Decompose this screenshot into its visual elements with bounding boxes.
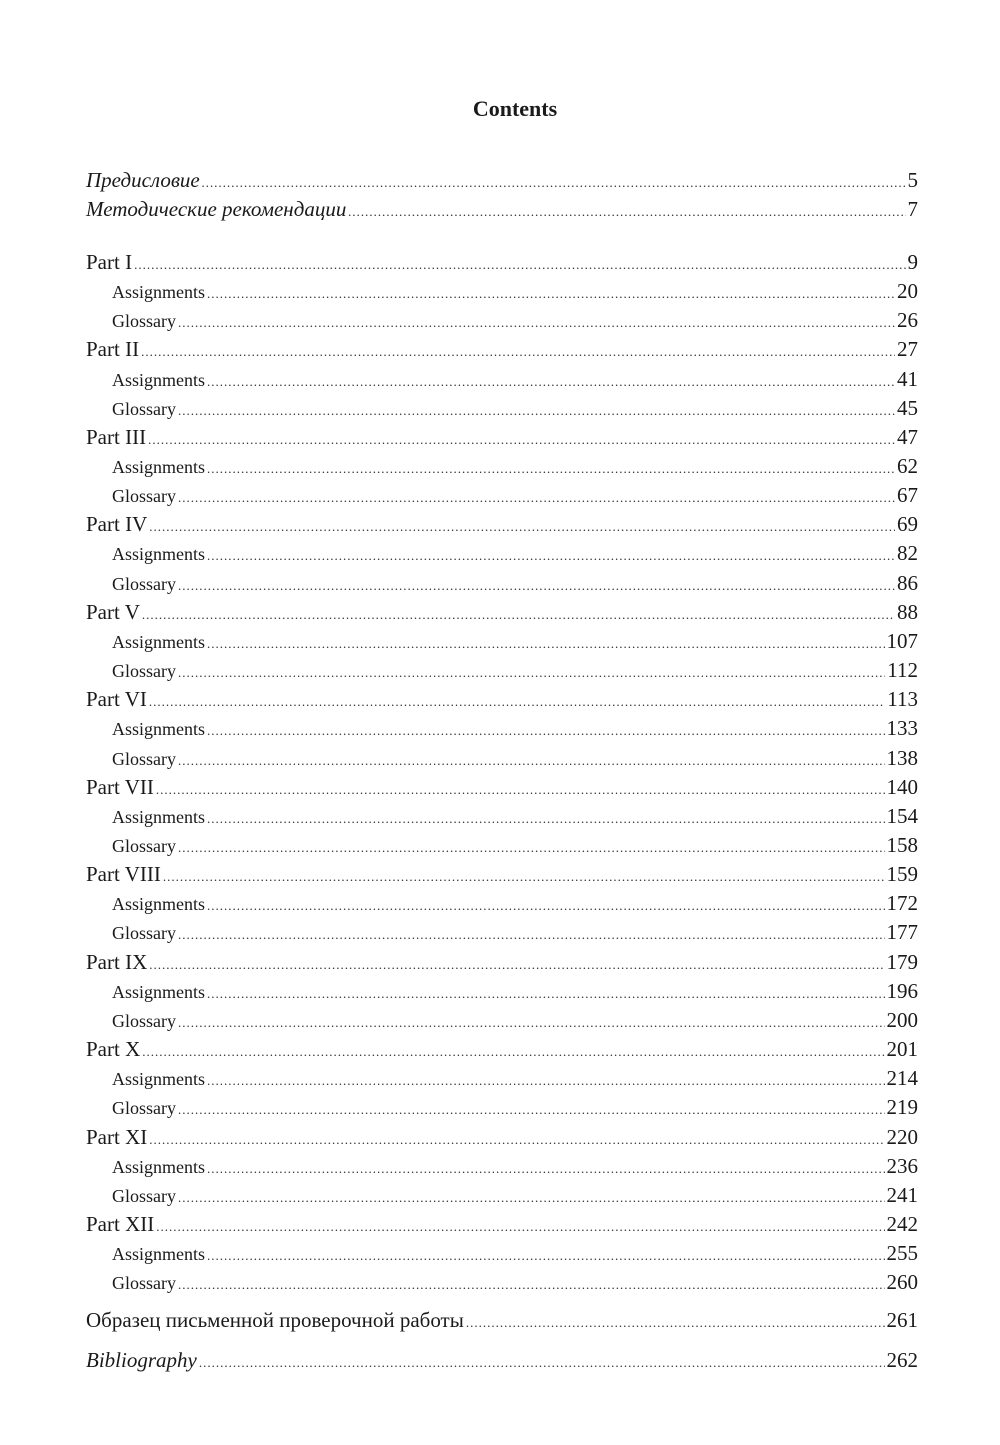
- toc-entry-label: Assignments: [112, 894, 206, 914]
- toc-entry-label: Part III: [86, 425, 147, 449]
- toc-page-number: 112: [887, 658, 918, 682]
- toc-page-number: 47: [897, 425, 918, 449]
- toc-entry-label: Glossary: [112, 749, 176, 769]
- toc-entry-label: Bibliography: [86, 1348, 197, 1372]
- toc-entry-label: Glossary: [112, 1273, 176, 1293]
- toc-entry-glossary[interactable]: [86, 833, 918, 858]
- dot-leader: [178, 315, 895, 331]
- dot-leader: [134, 257, 905, 273]
- toc-entry-label: Предисловие: [86, 168, 200, 192]
- toc-page-number: 262: [886, 1348, 918, 1372]
- dot-leader: [149, 519, 895, 535]
- toc-page-number: 196: [886, 979, 918, 1003]
- toc-page-number: 236: [886, 1154, 918, 1178]
- toc-page-number: 154: [886, 804, 918, 828]
- dot-leader: [348, 204, 905, 220]
- dot-leader: [149, 694, 885, 710]
- toc-entry-label: Glossary: [112, 923, 176, 943]
- toc-entry-glossary[interactable]: [86, 308, 918, 333]
- toc-entry-label: Assignments: [112, 282, 206, 302]
- dot-leader: [142, 1044, 884, 1060]
- toc-entry-foreword[interactable]: [86, 168, 918, 193]
- toc-page-number: 220: [886, 1125, 918, 1149]
- dot-leader: [178, 927, 885, 943]
- dot-leader: [142, 607, 895, 623]
- toc-page-number: 113: [887, 687, 918, 711]
- toc-entry-assignments[interactable]: [86, 891, 918, 916]
- toc-entry-part[interactable]: [86, 600, 918, 625]
- toc-entry-part[interactable]: [86, 425, 918, 450]
- toc-entry-label: Glossary: [112, 836, 176, 856]
- dot-leader: [207, 1161, 884, 1177]
- dot-leader: [178, 753, 885, 769]
- toc-entry-bibliography[interactable]: [86, 1348, 918, 1373]
- toc-entry-part[interactable]: [86, 337, 918, 362]
- toc-page-number: 260: [886, 1270, 918, 1294]
- toc-entry-label: Part X: [86, 1037, 141, 1061]
- dot-leader: [178, 665, 885, 681]
- dot-leader: [178, 490, 895, 506]
- toc-entry-glossary[interactable]: [86, 1183, 918, 1208]
- dot-leader: [149, 957, 884, 973]
- toc-page-number: 138: [886, 746, 918, 770]
- toc-entry-part[interactable]: [86, 1212, 918, 1237]
- toc-entry-methodology[interactable]: [86, 197, 918, 222]
- toc-entry-label: Assignments: [112, 982, 206, 1002]
- toc-page-number: 219: [886, 1095, 918, 1119]
- toc-entry-label: Glossary: [112, 399, 176, 419]
- toc-page-number: 172: [886, 891, 918, 915]
- dot-leader: [207, 461, 895, 477]
- toc-page-number: 45: [897, 396, 918, 420]
- toc-page-number: 255: [886, 1241, 918, 1265]
- dot-leader: [178, 1015, 885, 1031]
- toc-page-number: 214: [886, 1066, 918, 1090]
- toc-entry-assignments[interactable]: [86, 454, 918, 479]
- toc-page-number: 179: [886, 950, 918, 974]
- page-title: Contents: [472, 96, 558, 121]
- toc-entry-assignments[interactable]: [86, 279, 918, 304]
- toc-entry-assignments[interactable]: [86, 716, 918, 741]
- dot-leader: [178, 403, 895, 419]
- toc-entry-label: Методические рекомендации: [86, 197, 347, 221]
- toc-entry-label: Part XII: [86, 1212, 155, 1236]
- toc-page-number: 242: [886, 1212, 918, 1236]
- toc-entry-label: Part VIII: [86, 862, 161, 886]
- toc-entry-glossary[interactable]: [86, 746, 918, 771]
- toc-page-number: 9: [907, 250, 918, 274]
- toc-page-number: 41: [897, 367, 918, 391]
- toc-entry-assignments[interactable]: [86, 629, 918, 654]
- toc-entry-label: Part I: [86, 250, 133, 274]
- toc-page-number: 67: [897, 483, 918, 507]
- toc-entry-assignments[interactable]: [86, 367, 918, 392]
- toc-entry-assignments[interactable]: [86, 1066, 918, 1091]
- toc-entry-part[interactable]: [86, 775, 918, 800]
- toc-entry-sample-test[interactable]: [86, 1308, 918, 1333]
- toc-page-number: 69: [897, 512, 918, 536]
- dot-leader: [141, 344, 895, 360]
- toc-page-number: 27: [897, 337, 918, 361]
- toc-entry-label: Assignments: [112, 1244, 206, 1264]
- toc-entry-glossary[interactable]: [86, 483, 918, 508]
- dot-leader: [207, 374, 895, 390]
- toc-entry-label: Assignments: [112, 370, 206, 390]
- toc-entry-label: Part VII: [86, 775, 154, 799]
- toc-page-number: 241: [886, 1183, 918, 1207]
- toc-entry-assignments[interactable]: [86, 1241, 918, 1266]
- toc-page-number: 107: [886, 629, 918, 653]
- toc-entry-part[interactable]: [86, 950, 918, 975]
- dot-leader: [207, 636, 884, 652]
- toc-entry-part[interactable]: [86, 862, 918, 887]
- toc-entry-assignments[interactable]: [86, 804, 918, 829]
- dot-leader: [207, 286, 895, 302]
- toc-entry-label: Part V: [86, 600, 140, 624]
- toc-entry-label: Assignments: [112, 719, 206, 739]
- toc-page-number: 201: [886, 1037, 918, 1061]
- toc-entry-part[interactable]: [86, 512, 918, 537]
- toc-entry-glossary[interactable]: [86, 1008, 918, 1033]
- toc-entry-label: Glossary: [112, 1186, 176, 1206]
- toc-entry-label: Glossary: [112, 1011, 176, 1031]
- toc-page-number: 26: [897, 308, 918, 332]
- dot-leader: [466, 1315, 885, 1331]
- dot-leader: [163, 869, 885, 885]
- toc-entry-label: Glossary: [112, 574, 176, 594]
- toc-entry-label: Part IX: [86, 950, 148, 974]
- toc-entry-part[interactable]: [86, 687, 918, 712]
- dot-leader: [156, 782, 885, 798]
- dot-leader: [202, 175, 906, 191]
- toc-page-number: 86: [897, 571, 918, 595]
- toc-entry-label: Assignments: [112, 807, 206, 827]
- toc-page-number: 177: [886, 920, 918, 944]
- toc-entry-assignments[interactable]: [86, 1154, 918, 1179]
- toc-entry-label: Glossary: [112, 1098, 176, 1118]
- toc-entry-label: Assignments: [112, 1069, 206, 1089]
- toc-page-number: 5: [907, 168, 918, 192]
- toc-entry-assignments[interactable]: [86, 541, 918, 566]
- toc-entry-label: Assignments: [112, 544, 206, 564]
- toc-page-number: 159: [886, 862, 918, 886]
- dot-leader: [207, 811, 884, 827]
- toc-page-number: 88: [897, 600, 918, 624]
- toc-entry-label: Part IV: [86, 512, 148, 536]
- toc-entry-label: Assignments: [112, 1157, 206, 1177]
- dot-leader: [178, 1277, 885, 1293]
- toc-entry-glossary[interactable]: [86, 658, 918, 683]
- toc-entry-label: Assignments: [112, 632, 206, 652]
- dot-leader: [156, 1219, 884, 1235]
- toc-page-number: 82: [897, 541, 918, 565]
- dot-leader: [207, 1248, 884, 1264]
- dot-leader: [178, 1190, 885, 1206]
- toc-entry-label: Образец письменной проверочной работы: [86, 1308, 464, 1332]
- dot-leader: [178, 840, 885, 856]
- toc-entry-part[interactable]: [86, 250, 918, 275]
- toc-entry-label: Glossary: [112, 486, 176, 506]
- dot-leader: [178, 578, 895, 594]
- toc-entry-label: Part XI: [86, 1125, 148, 1149]
- toc-page-number: 200: [886, 1008, 918, 1032]
- dot-leader: [199, 1355, 885, 1371]
- toc-page-number: 158: [886, 833, 918, 857]
- toc-page-number: 62: [897, 454, 918, 478]
- toc-page-number: 261: [886, 1308, 918, 1332]
- toc-page-number: 140: [886, 775, 918, 799]
- toc-entry-label: Assignments: [112, 457, 206, 477]
- dot-leader: [178, 1102, 885, 1118]
- toc-page-number: 20: [897, 279, 918, 303]
- toc-page-number: 133: [886, 716, 918, 740]
- toc-page-number: 7: [907, 197, 918, 221]
- toc-entry-label: Glossary: [112, 661, 176, 681]
- toc-entry-glossary[interactable]: [86, 920, 918, 945]
- toc-entry-part[interactable]: [86, 1125, 918, 1150]
- toc-entry-glossary[interactable]: [86, 1095, 918, 1120]
- toc-entry-glossary[interactable]: [86, 1270, 918, 1295]
- toc-entry-assignments[interactable]: [86, 979, 918, 1004]
- dot-leader: [148, 432, 895, 448]
- toc-entry-part[interactable]: [86, 1037, 918, 1062]
- toc-entry-label: Glossary: [112, 311, 176, 331]
- dot-leader: [207, 986, 884, 1002]
- toc-entry-label: Part VI: [86, 687, 147, 711]
- toc-entry-glossary[interactable]: [86, 571, 918, 596]
- dot-leader: [207, 548, 895, 564]
- toc-entry-label: Part II: [86, 337, 140, 361]
- dot-leader: [207, 898, 884, 914]
- dot-leader: [207, 1073, 884, 1089]
- toc-entry-glossary[interactable]: [86, 396, 918, 421]
- dot-leader: [207, 723, 884, 739]
- dot-leader: [149, 1132, 884, 1148]
